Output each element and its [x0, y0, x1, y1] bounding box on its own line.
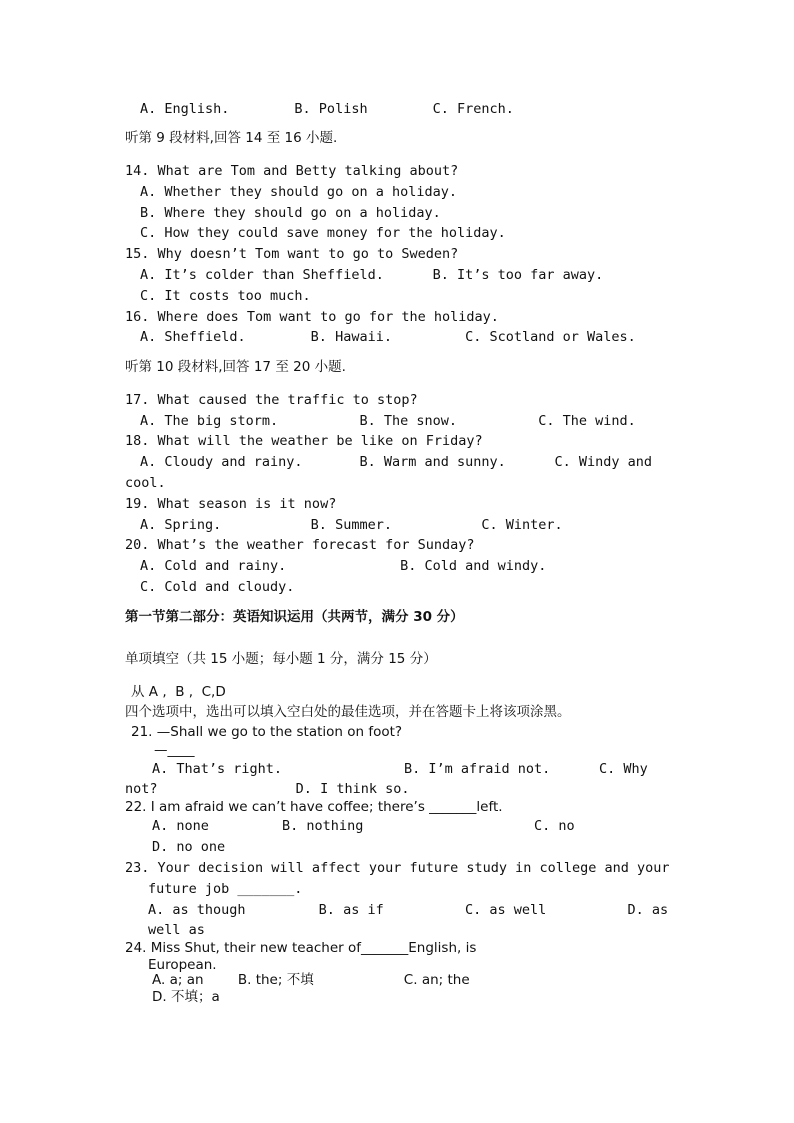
q14-stem: 14. What are Tom and Betty talking about? — [125, 163, 459, 179]
q23-stem: 23. Your decision will affect your future study in college and your — [125, 860, 670, 876]
q19-stem: 19. What season is it now? — [125, 496, 337, 512]
q15-option-c: C. It costs too much. — [140, 288, 311, 304]
q23-stem-wrap: future job _______. — [148, 881, 303, 897]
q22-stem: 22. I am afraid we can’t have coffee; there’s _______left. — [125, 799, 503, 815]
q21-reply-blank: —____ — [154, 742, 195, 758]
part-two-heading: 第一节第二部分：英语知识运用（共两节，满分 30 分） — [125, 609, 464, 625]
q24-stem: 24. Miss Shut, their new teacher of_______English, is — [125, 940, 477, 956]
q14-option-c: C. How they could save money for the holiday. — [140, 225, 506, 241]
q21-options-abc: A. That’s right. B. I’m afraid not. C. Why — [152, 761, 648, 777]
single-choice-heading: 单项填空（共 15 小题；每小题 1 分，满分 15 分） — [125, 651, 437, 667]
q20-stem: 20. What’s the weather forecast for Sunday? — [125, 537, 475, 553]
q22-option-d: D. no one — [152, 839, 226, 855]
q18-options-wrap: cool. — [125, 475, 166, 491]
q18-options: A. Cloudy and rainy. B. Warm and sunny. C. Windy and — [140, 454, 653, 470]
q24-stem-wrap: European. — [148, 957, 217, 973]
q15-stem: 15. Why doesn’t Tom want to go to Sweden? — [125, 246, 459, 262]
q18-stem: 18. What will the weather be like on Friday? — [125, 433, 483, 449]
q22-options-abc: A. none B. nothing C. no — [152, 818, 575, 834]
section-10-instruction: 听第 10 段材料,回答 17 至 20 小题. — [125, 359, 346, 375]
q21-options-wrap: not? D. I think so. — [125, 781, 410, 797]
q24-options-abc: A. a; an B. the; 不填 C. an; the — [152, 972, 470, 988]
q23-options-wrap: well as — [148, 922, 205, 938]
single-choice-instruction: 四个选项中，选出可以填入空白处的最佳选项，并在答题卡上将该项涂黑。 — [125, 704, 571, 720]
q14-option-a: A. Whether they should go on a holiday. — [140, 184, 457, 200]
q16-options: A. Sheffield. B. Hawaii. C. Scotland or Wales. — [140, 329, 636, 345]
q15-options-ab: A. It’s colder than Sheffield. B. It’s too far away. — [140, 267, 604, 283]
q14-option-b: B. Where they should go on a holiday. — [140, 205, 441, 221]
q13-options: A. English. B. Polish C. French. — [140, 101, 514, 117]
options-letters-line: 从 A , B , C,D — [131, 684, 226, 700]
q16-stem: 16. Where does Tom want to go for the holiday. — [125, 309, 499, 325]
q21-stem: 21. —Shall we go to the station on foot? — [131, 724, 403, 740]
section-9-instruction: 听第 9 段材料,回答 14 至 16 小题. — [125, 130, 338, 146]
q20-option-c: C. Cold and cloudy. — [140, 579, 295, 595]
q19-options: A. Spring. B. Summer. C. Winter. — [140, 517, 563, 533]
q24-option-d: D. 不填；a — [152, 989, 220, 1005]
q17-stem: 17. What caused the traffic to stop? — [125, 392, 418, 408]
q20-options-ab: A. Cold and rainy. B. Cold and windy. — [140, 558, 547, 574]
q17-options: A. The big storm. B. The snow. C. The wind. — [140, 413, 636, 429]
q23-options: A. as though B. as if C. as well D. as — [148, 902, 669, 918]
